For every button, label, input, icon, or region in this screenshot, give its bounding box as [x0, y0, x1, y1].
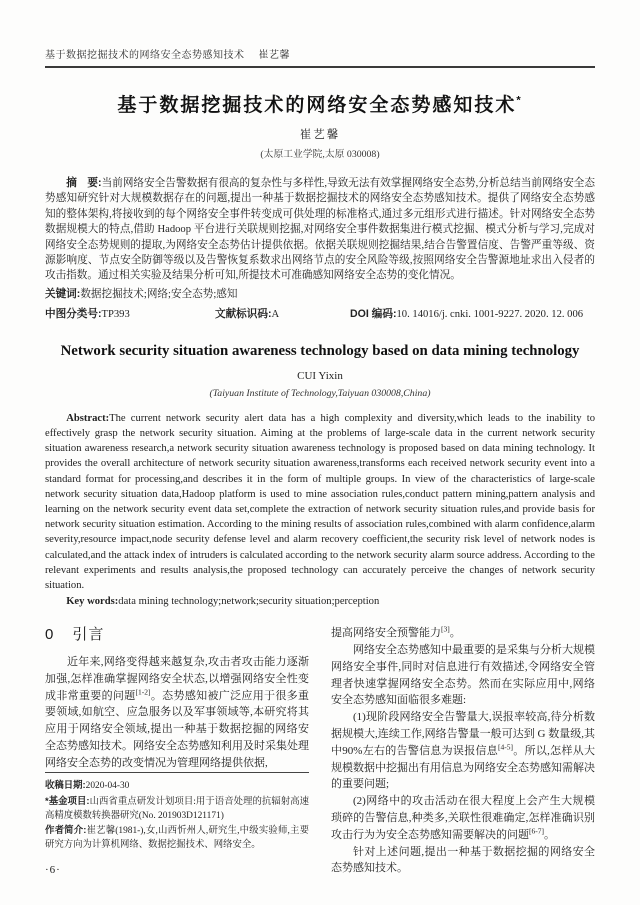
- keywords-cn: [45, 286, 595, 303]
- abstract-en-label: Abstract:: [66, 412, 110, 424]
- footnote-author-bio: [45, 823, 309, 852]
- body-paragraph: 提高网络安全预警能力[3]。: [331, 624, 461, 640]
- section-heading-intro: [45, 627, 309, 644]
- section-title: 引言: [72, 626, 105, 644]
- affiliation-en: (Taiyuan Institute of Technology,Taiyuan 030008,China): [209, 387, 431, 399]
- running-header: [45, 46, 595, 66]
- keywords-cn-label: 关键词:: [45, 287, 81, 300]
- footnote-fund-project: [45, 794, 309, 823]
- body-paragraph: 针对上述问题,提出一种基于数据挖掘的网络安全态势感知技术。: [331, 845, 595, 875]
- footnote-fund-label: *基金项目:: [45, 794, 90, 806]
- body-paragraph: (2)网络中的攻击活动在很大程度上会产生大规模琐碎的告警信息,种类多,关联性很难确定,怎样准确识别攻击行为为安全态势感知需要解决的问题[6-7]。: [331, 795, 595, 841]
- footnote-fund-text: 山西省重点研发计划项目:用于语音处理的抗辐射高速高精度模数转换器研究(No. 201903D121171): [45, 796, 309, 821]
- body-columns: [45, 625, 595, 879]
- doi-label: DOI 编码:: [350, 307, 397, 320]
- abstract-en-text: The current network security alert data has a high complexity and diversity,which leads to the inability to effectively grasp the network security situation. Aiming at the problems of large-scale data in the current network security situation awareness research,a network security situation awareness technology is proposed based on data mining technology. It provides the overall architecture of network security situation awareness,transforms each received network security event into a standard format for processing,and describes it in the form of multiple groups. In view of the characteristics of large-scale network security situation data,Hadoop platform is used to mine association rules,conduct pattern mining,pattern analysis and learning on the network security event data set,complete the extraction of network security situation rules,and provide basis for network security situation estimation. According to the mining results of association rules,combined with alarm confidence,alarm severity,resource impact,node security defense level and alarm recovery coefficient,the security risk level of network nodes is calculated,and the attack index of intruders is calculated according to the network security alarm source address. According to the relevant experiments and results analysis,the proposed technology can accurately perceive the changes of network security situation.: [45, 412, 595, 592]
- paper-title-cn: [45, 90, 595, 117]
- paper-title-text: 基于数据挖掘技术的网络安全态势感知技术: [117, 95, 517, 116]
- footnote-bio-text: 崔艺馨(1981-),女,山西忻州人,研究生,中级实验师,主要研究方向为计算机网络、数据挖掘技术、网络安全。: [45, 826, 310, 851]
- footnote-received-label: 收稿日期:: [45, 779, 86, 791]
- footnote-received-text: 2020-04-30: [85, 781, 130, 792]
- meta-row: [45, 306, 595, 321]
- right-column: [331, 625, 595, 879]
- doi-value: 10. 14016/j. cnki. 1001-9227. 2020. 12. 006: [396, 308, 584, 320]
- keywords-en-text: data mining technology;network;security situation;perception: [118, 596, 380, 608]
- abstract-cn-text: 当前网络安全告警数据有很高的复杂性与多样性,导致无法有效掌握网络安全态势,分析总结当前网络安全态势感知研究针对大规模数据存在的问题,提出一种基于数据挖掘技术的网络安全态势感知技术。提供了网络安全态势感知的整体架构,将接收到的每个网络安全事件转变成可供处理的标准格式,通过多元组形式进行描述。针对网络安全态势数据规模大的特点,借助 Hadoop 平台进行关联规则挖掘,对网络安全事件数据集进行模式挖掘、模式分析与学习,完成对网络安全态势规则的提取,为网络安全态势估计提供依据。依据关联规则挖掘结果,结合告警置信度、告警严重等级、资源影响度、节点安全防御等级以及告警恢复系数求出网络节点的安全风险等级,按照网络安全告警源地址求出入侵者的攻击指数。通过相关实验及结果分析可知,所提技术可准确感知网络安全态势的变化情况。: [45, 178, 596, 282]
- body-paragraph: 网络安全态势感知中最重要的是采集与分析大规模网络安全事件,同时对信息进行有效描述,令网络安全管理者快速掌握网络安全态势。然而在实际应用中,网络安全态势感知面临很多难题:: [331, 644, 595, 707]
- footnote-received-date: [45, 778, 309, 793]
- left-column: [45, 625, 309, 879]
- title-footnote-mark: *: [516, 94, 523, 107]
- doc-code-label: 文献标识码:: [215, 307, 272, 320]
- abstract-cn-label: 摘 要:: [66, 177, 102, 189]
- running-author: 崔艺馨: [258, 50, 290, 61]
- abstract-en: [45, 411, 595, 593]
- body-paragraph: (1)现阶段网络安全告警量大,误报率较高,待分析数据规模大,连续工作,网络告警量一般可达到 G 数量级,其中90%左右的告警信息为误报信息[4-5]。所以,怎样从大规模数据中挖掘出有用信息为网络安全态势感知需解决的重要问题;: [331, 711, 595, 791]
- intro-paragraph: 近年来,网络变得越来越复杂,攻击者攻击能力逐渐加强,怎样准确掌握网络安全状态,以增强网络安全性变成非常重要的问题[1-2]。态势感知被广泛应用于很多重要领域,如航空、应急服务以及军事领域等,本研究将其应用于网络安全领域,提出一种基于数据挖掘的网络安全态势感知技术。网络安全态势感知利用及时采集处理网络安全态势的改变情况为管理网络提供依据,: [45, 656, 310, 769]
- section-number: 0: [45, 626, 55, 644]
- page-number: ·6·: [45, 864, 61, 877]
- paper-title-en: Network security situation awareness technology based on data mining technology: [60, 342, 580, 359]
- footnote-block: [45, 772, 309, 879]
- author-en: CUI Yixin: [297, 369, 343, 382]
- abstract-cn: [45, 176, 595, 284]
- clc-label: 中图分类号:: [45, 307, 102, 320]
- author-cn: 崔艺馨: [299, 129, 341, 141]
- footnote-rule: [45, 772, 309, 773]
- footnote-bio-label: 作者简介:: [45, 824, 87, 836]
- clc-value: TP393: [101, 308, 130, 320]
- keywords-cn-text: 数据挖掘技术;网络;安全态势;感知: [80, 288, 238, 300]
- doc-code-value: A: [271, 308, 280, 320]
- header-rule: [45, 66, 595, 68]
- keywords-en-label: Key words:: [66, 596, 119, 608]
- running-title: 基于数据挖掘技术的网络安全态势感知技术: [45, 50, 245, 61]
- affiliation-cn: (太原工业学院,太原 030008): [260, 149, 380, 160]
- keywords-en: [45, 596, 595, 607]
